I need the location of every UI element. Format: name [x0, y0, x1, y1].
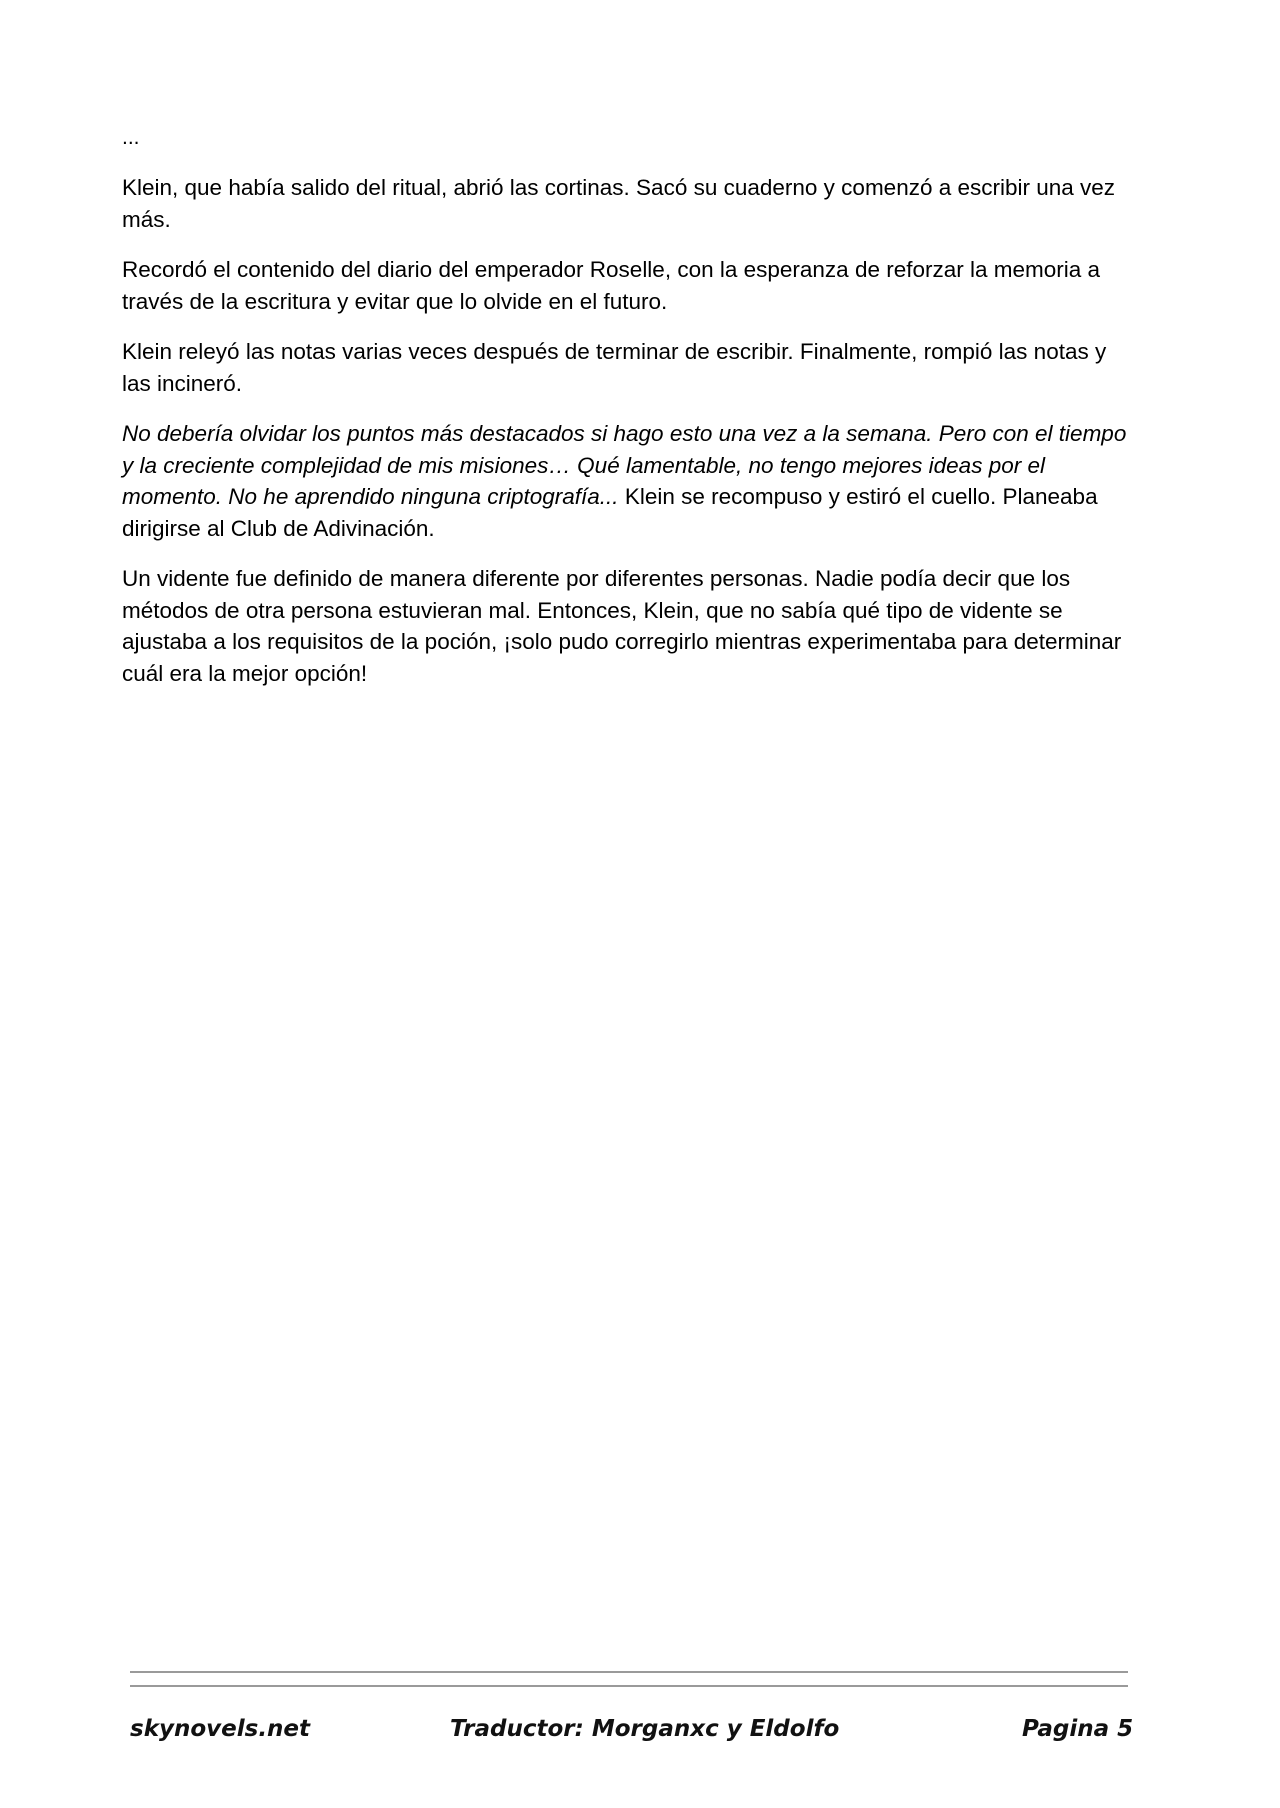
paragraph-text: Recordó el contenido del diario del emperador Roselle, con la esperanza de reforzar la memoria a través de la escritura y evitar que lo olvide en el futuro. — [122, 257, 1101, 314]
paragraph-text: Klein se recompuso y estiró el cuello. Planeaba dirigirse al Club de Adivinación. — [122, 484, 1098, 541]
paragraph-1 — [122, 172, 1132, 235]
paragraph-3 — [122, 336, 1132, 399]
footer-divider-bottom — [130, 1685, 1128, 1687]
footer-page-number: Pagina 5 — [1022, 1716, 1134, 1742]
footer-divider-top — [130, 1671, 1128, 1673]
paragraph-2 — [122, 254, 1132, 317]
paragraph-text: Un vidente fue definido de manera diferente por diferentes personas. Nadie podía decir que los métodos de otra persona estuvieran mal. Entonces, Klein, que no sabía qué tipo de vidente se ajustaba a los requisitos de la poción, ¡solo pudo corregirlo mientras experimentaba para determinar cuál era la mejor opción! — [122, 566, 1122, 686]
footer-translator-credit: Traductor: Morganxc y Eldolfo — [450, 1716, 840, 1742]
paragraph-text: Klein releyó las notas varias veces después de terminar de escribir. Finalmente, rompió las notas y las incineró. — [122, 339, 1107, 396]
paragraph-text: Klein, que había salido del ritual, abrió las cortinas. Sacó su cuaderno y comenzó a escribir una vez más. — [122, 175, 1116, 232]
ellipsis-marker: ... — [122, 126, 140, 149]
footer-site-name: skynovels.net — [130, 1716, 311, 1742]
paragraph-thought-italic: No debería olvidar los puntos más destacados si hago esto una vez a la semana. Pero con el tiempo y la creciente complejidad de mis misiones… Qué lamentable, no tengo mejores ideas por el momento. No he aprendido ninguna criptografía... — [122, 421, 1127, 509]
paragraph-4 — [122, 418, 1132, 544]
paragraph-5 — [122, 563, 1132, 689]
document-body — [122, 122, 1132, 708]
